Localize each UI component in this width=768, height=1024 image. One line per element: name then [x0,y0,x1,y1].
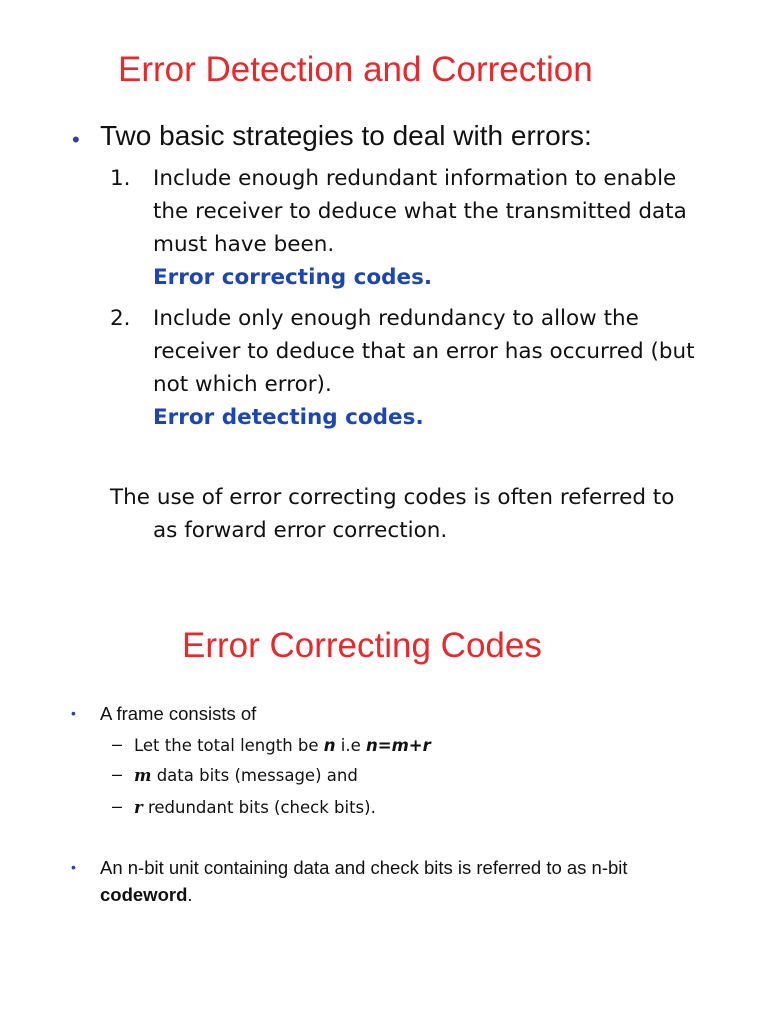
sub-item-data-bits: m data bits (message) and [134,766,358,785]
sub-item-total-length: Let the total length be n i.e n=m+r [134,736,431,755]
dash-icon: – [112,796,123,816]
codeword-bullet-line-2: codeword. [100,884,193,905]
item-1-line-3: must have been. [153,232,335,257]
item-2-line-3: not which error). [153,372,332,397]
codeword-term: codeword [100,884,188,905]
dash-icon: – [112,734,123,754]
bullet-icon: • [71,859,76,875]
item-1-line-2: the receiver to deduce what the transmitted data [153,199,687,224]
error-correcting-codes-label: Error correcting codes. [153,265,433,290]
item-1-line-1: Include enough redundant information to enable [153,166,677,191]
note-line-1: The use of error correcting codes is often referred to [110,485,675,510]
sub-item-redundant-bits: r redundant bits (check bits). [134,798,376,817]
dash-icon: – [112,764,123,784]
frame-bullet: A frame consists of [100,703,257,724]
item-2-line-2: receiver to deduce that an error has occurred (but [153,339,695,364]
strategies-bullet: Two basic strategies to deal with errors: [100,120,592,151]
codeword-bullet-line-1: An n-bit unit containing data and check bits is referred to as n-bit [100,857,628,878]
item-1-number: 1. [110,166,131,191]
error-detecting-codes-label: Error detecting codes. [153,405,424,430]
item-2-number: 2. [110,306,131,331]
bullet-icon: • [71,705,76,721]
item-2-line-1: Include only enough redundancy to allow the [153,306,639,331]
section1-title: Error Detection and Correction [118,50,593,89]
bullet-icon: • [72,127,80,152]
section2-title: Error Correcting Codes [182,626,542,665]
note-line-2: as forward error correction. [153,518,448,543]
